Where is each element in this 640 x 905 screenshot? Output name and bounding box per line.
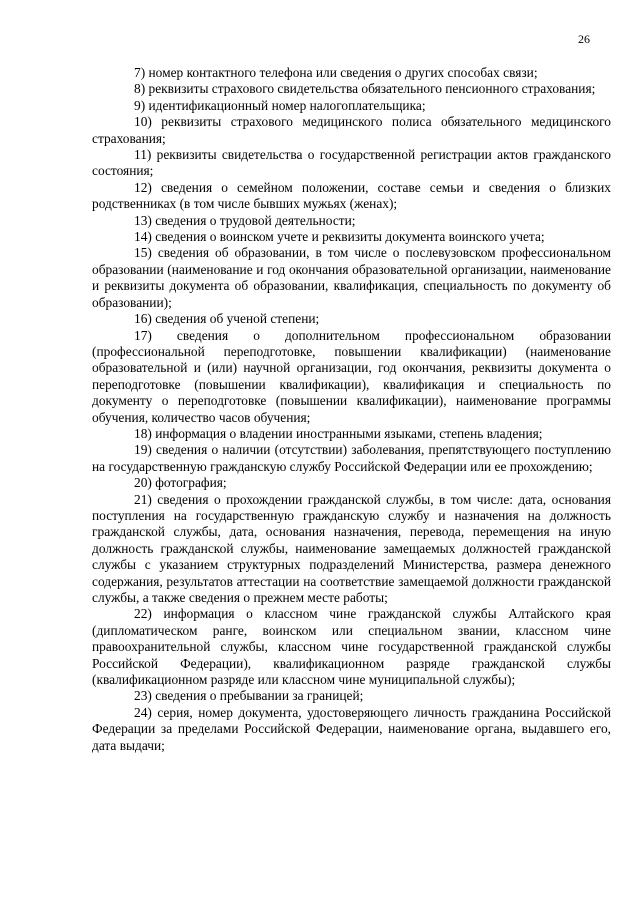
- list-item-21: 21) сведения о прохождении гражданской службы, в том числе: дата, основания поступления на государственную гражданскую службу и назначения на должность гражданской службы, дата, основания назначения, перевода, перемещения на иную должность гражданской службы, наименование замещаемых должностей гражданской службы с указанием структурных подразделений Министерства, размера денежного содержания, результатов аттестации на соответствие замещаемой должности гражданской службы, а также сведения о прежнем месте работы;: [92, 491, 611, 605]
- list-item-22: 22) информация о классном чине гражданской службы Алтайского края (дипломатическом ранге, воинском или специальном звании, классном чине правоохранительной службы, классном чине государственной гражданской службы Российской Федерации), квалификационном разряде гражданской службы (квалификационном разряде или классном чине муниципальной службы);: [92, 606, 611, 688]
- list-item-18: 18) информация о владении иностранными языками, степень владения;: [134, 425, 543, 441]
- list-item-9: 9) идентификационный номер налогоплательщика;: [134, 97, 426, 113]
- list-item-16: 16) сведения об ученой степени;: [134, 311, 320, 327]
- list-item-13: 13) сведения о трудовой деятельности;: [134, 212, 356, 228]
- document-body: [92, 65, 611, 754]
- list-item-17: 17) сведения о дополнительном профессиональном образовании (профессиональной переподготовке, повышении квалификации) (наименование образовательной и (или) научной организации, год окончания, реквизиты документа о переподготовке (повышении квалификации), квалификация и специальность по документу о переподготовке (повышении квалификации), наименование программы обучения, количество часов обучения;: [92, 327, 611, 425]
- list-item-11: 11) реквизиты свидетельства о государственной регистрации актов гражданского состояния;: [92, 147, 611, 179]
- list-item-12: 12) сведения о семейном положении, составе семьи и сведения о близких родственниках (в том числе бывших мужьях (женах);: [92, 179, 611, 212]
- list-item-20: 20) фотография;: [134, 475, 227, 491]
- list-item-15: 15) сведения об образовании, в том числе о послевузовском профессиональном образовании (наименование и год окончания образовательной организации, наименование и реквизиты документа об образовании, квалификация, специальность по документу об образовании);: [92, 245, 611, 310]
- list-item-8: 8) реквизиты страхового свидетельства обязательного пенсионного страхования;: [134, 81, 596, 97]
- list-item-14: 14) сведения о воинском учете и реквизиты документа воинского учета;: [134, 229, 545, 245]
- list-item-19: 19) сведения о наличии (отсутствии) заболевания, препятствующего поступлению на государственную гражданскую службу Российской Федерации или ее прохождению;: [92, 442, 611, 474]
- list-item-23: 23) сведения о пребывании за границей;: [134, 688, 364, 704]
- list-item-10: 10) реквизиты страхового медицинского полиса обязательного медицинского страхования;: [92, 114, 611, 146]
- list-item-7: 7) номер контактного телефона или сведения о других способах связи;: [134, 65, 538, 80]
- page-number: 26: [578, 32, 590, 46]
- list-item-24: 24) серия, номер документа, удостоверяющего личность гражданина Российской Федерации за пределами Российской Федерации, наименование органа, выдавшего его, дата выдачи;: [92, 704, 611, 753]
